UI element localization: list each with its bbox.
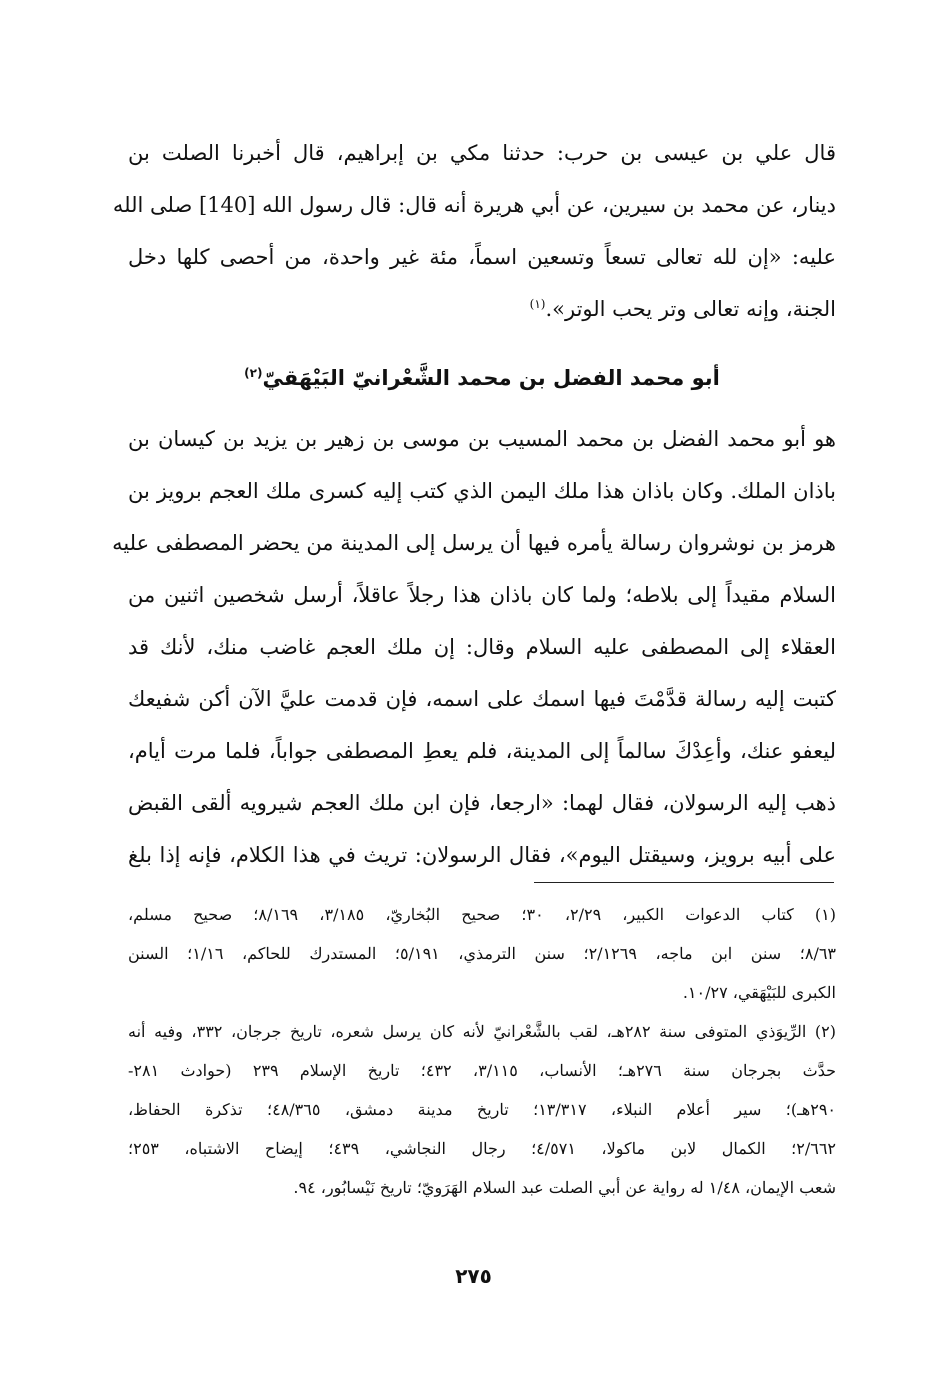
text-line: هو أبو محمد الفضل بن محمد المسيب بن موسى بن زهير بن يزيد بن كيسان بن: [128, 427, 836, 451]
footnote-line: ٨/٦٣؛ سنن ابن ماجه، ٢/١٢٦٩؛ سنن الترمذي، ٥/١٩١؛ المستدرك للحاكم، ١/١٦؛ السنن: [128, 944, 837, 963]
text-line: هرمز بن نوشروان رسالة يأمره فيها أن يرسل إلى المدينة من يحضر المصطفى عليه: [112, 531, 836, 555]
footnote-reference: (١): [529, 297, 546, 311]
footnote-line: ٢/٦٦٢؛ الكمال لابن ماكولا، ٤/٥٧١؛ رجال النجاشي، ٤٣٩؛ إيضاح الاشتباه، ٢٥٣؛: [128, 1139, 836, 1158]
text-line: عليه: «إن لله تعالى تسعاً وتسعين اسماً، مئة غير واحدة، من أحصى كلها دخل: [128, 245, 836, 269]
section-heading: [128, 352, 836, 404]
footnote-line: الكبرى للبَيْهَقي، ١٠/٢٧.: [682, 983, 836, 1002]
text-line-last: [128, 283, 836, 335]
text-line: دينار، عن محمد بن سيرين، عن أبي هريرة أنه قال: قال رسول الله [140] صلى الله: [112, 193, 836, 217]
footnote-line: شعب الإيمان، ١/٤٨ له رواية عن أبي الصلت عبد السلام الهَرَويّ؛ تاريخ نَيْسابُور، ٩٤.: [293, 1178, 836, 1197]
footnote-line: (٢) الرِّيوَذي المتوفى سنة ٢٨٢هـ، لقب بالشَّعْرانيّ لأنه كان يرسل شعره، تاريخ جرجان، ٣٣٢، وفيه أنه: [128, 1022, 836, 1041]
paragraph-hadith: [112, 127, 836, 335]
footnote-separator: [534, 882, 834, 883]
text-line: على أبيه برويز، وسيقتل اليوم»، فقال الرسولان: تريث في هذا الكلام، فإنه إذا بلغ: [128, 843, 836, 867]
text-line-content: الجنة، وإنه تعالى وتر يحب الوتر».: [545, 297, 836, 321]
footnote-line: (١) كتاب الدعوات الكبير، ٢/٢٩، ٣٠؛ صحيح البُخاريّ، ٣/١٨٥، ٨/١٦٩؛ صحيح مسلم،: [128, 905, 837, 924]
page-number: ٢٧٥: [455, 1264, 492, 1288]
text-line: ليعفو عنك، وأعِدْكَ سالماً إلى المدينة، فلم يعطِ المصطفى جواباً، فلما مرت أيام،: [128, 739, 836, 763]
text-line: قال علي بن عيسى بن حرب: حدثنا مكي بن إبراهيم، قال أخبرنا الصلت بن: [128, 141, 836, 165]
text-line: باذان الملك. وكان باذان هذا ملك اليمن الذي كتب إليه كسرى ملك العجم برويز بن: [128, 479, 836, 503]
heading-text: أبو محمد الفضل بن محمد الشَّعْرانيّ البَيْهَقيّ: [262, 366, 720, 390]
footnotes: [128, 895, 836, 1207]
text-line: العقلاء إلى المصطفى عليه السلام وقال: إن ملك العجم غاضب منك، لأنك قد: [128, 635, 836, 659]
footnote-line: ٢٩٠هـ)؛ سير أعلام النبلاء، ١٣/٣١٧؛ تاريخ مدينة دمشق، ٤٨/٣٦٥؛ تذكرة الحفاظ،: [128, 1100, 836, 1119]
footnote-reference: (٢): [244, 366, 263, 380]
footnote-line: حدَّث بجرجان سنة ٢٧٦هـ؛ الأنساب، ٣/١١٥، ٤٣٢؛ تاريخ الإسلام ٢٣٩ (حوادث ٢٨١-: [128, 1061, 837, 1080]
text-line: كتبت إليه رسالة قدَّمْتَ فيها اسمك على اسمه، فإن قدمت عليَّ الآن أكن شفيعك: [128, 687, 836, 711]
text-line: السلام مقيداً إلى بلاطه؛ ولما كان باذان هذا رجلاً عاقلاً، أرسل شخصين اثنين من: [128, 583, 836, 607]
paragraph-biography: [112, 413, 836, 881]
text-line: ذهب إليه الرسولان، فقال لهما: «ارجعا، فإن ابن ملك العجم شيرويه ألقى القبض: [128, 791, 836, 815]
